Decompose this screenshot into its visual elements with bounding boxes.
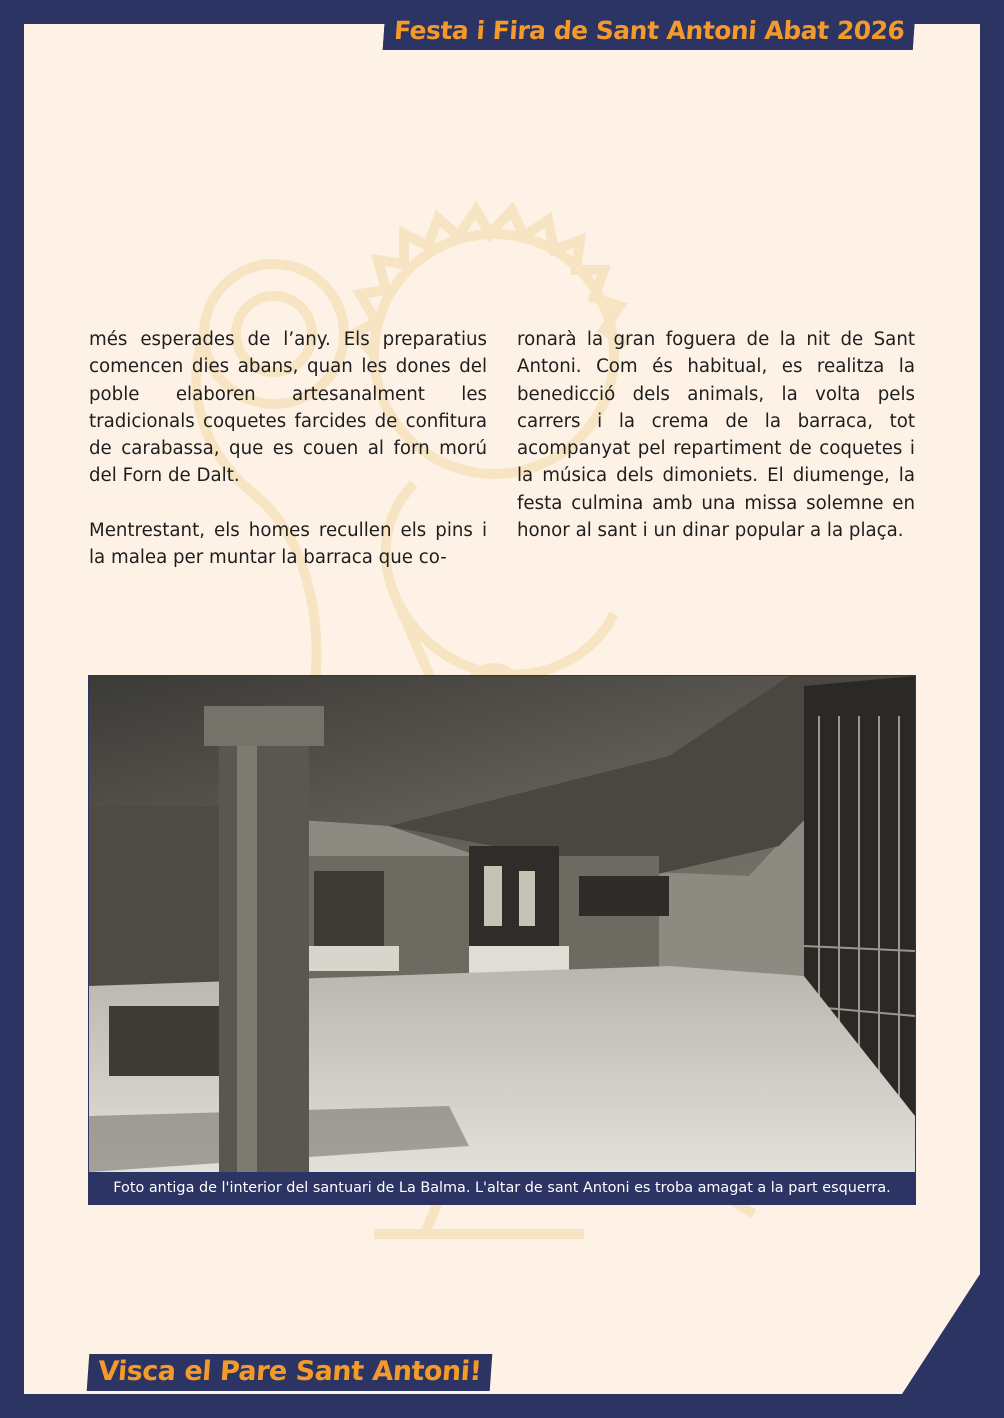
- photo-frame: [88, 675, 916, 1205]
- article-paragraph: més esperades de l’any. Els preparatius comencen dies abans, quan les dones del poble elaboren artesanalment les tradicionals coquetes farcides de confitura de carabassa, que es couen al forn morú del Forn de Dalt.: [89, 329, 487, 487]
- sanctuary-interior-photo: [89, 676, 915, 1172]
- footer-slogan: Visca el Pare Sant Antoni!: [87, 1354, 493, 1391]
- photo-caption: Foto antiga de l'interior del santuari de La Balma. L'altar de sant Antoni es troba amagat a la part esquerra.: [113, 1180, 891, 1196]
- article-paragraph: ronarà la gran foguera de la nit de Sant Antoni. Com és habitual, es realitza la benedicció dels animals, la volta pels carrers i la crema de la barraca, tot acompanyat pel repartiment de coquetes i la música dels dimoniets. El diumenge, la festa culmina amb una missa solemne en honor al sant i un dinar popular a la plaça.: [517, 329, 915, 542]
- article-paragraph: Mentrestant, els homes recullen els pins i la malea per muntar la barraca que co-: [89, 519, 487, 569]
- page-header-title: Festa i Fira de Sant Antoni Abat 2026: [382, 13, 915, 50]
- article-right-column: [517, 326, 915, 571]
- article-left-column: [89, 326, 487, 598]
